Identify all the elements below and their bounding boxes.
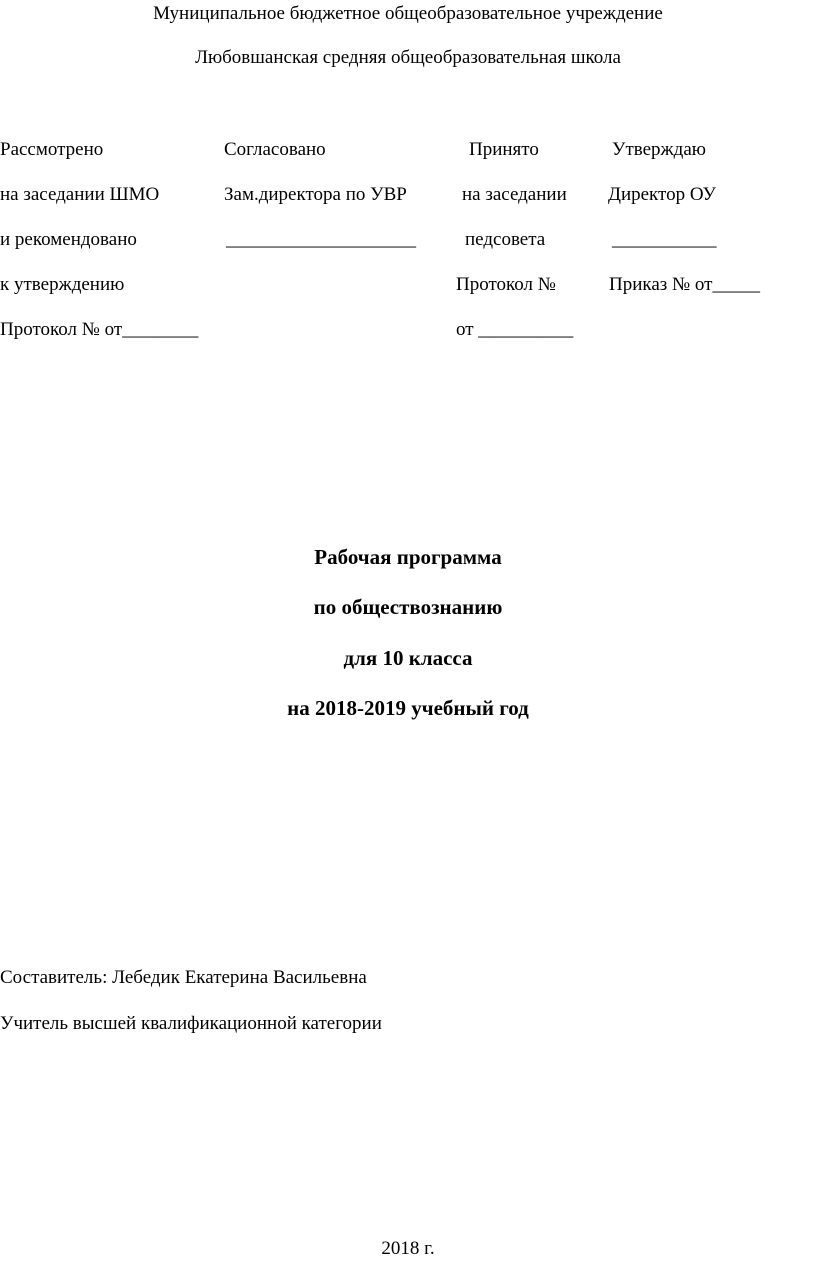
program-title: Рабочая программа bbox=[314, 545, 502, 569]
program-year: на 2018-2019 учебный год bbox=[287, 696, 529, 720]
approve-label: Утверждаю bbox=[612, 139, 706, 160]
reviewed-label: Рассмотрено bbox=[0, 139, 104, 160]
approve-signature-line: ___________ bbox=[612, 229, 717, 250]
reviewed-at-meeting: на заседании ШМО bbox=[0, 184, 160, 205]
reviewed-protocol: Протокол № от________ bbox=[0, 319, 199, 340]
school-type-line: Муниципальное бюджетное общеобразовательное учреждение bbox=[153, 3, 663, 24]
accepted-council: педсовета bbox=[465, 229, 546, 250]
agreed-signature-line: ____________________ bbox=[226, 229, 416, 250]
agreed-label: Согласовано bbox=[224, 139, 326, 160]
accepted-label: Принято bbox=[469, 139, 539, 160]
document-year: 2018 г. bbox=[381, 1238, 435, 1259]
approve-director: Директор ОУ bbox=[608, 184, 716, 205]
accepted-protocol: Протокол № bbox=[456, 274, 556, 295]
approve-order: Приказ № от_____ bbox=[609, 274, 760, 295]
author-qualification: Учитель высшей квалификационной категории bbox=[0, 1013, 382, 1034]
program-grade: для 10 класса bbox=[343, 646, 473, 670]
agreed-deputy: Зам.директора по УВР bbox=[224, 184, 407, 205]
reviewed-recommended: и рекомендовано bbox=[0, 229, 137, 250]
school-name-line: Любовшанская средняя общеобразовательная школа bbox=[195, 47, 621, 68]
accepted-date: от __________ bbox=[456, 319, 574, 340]
author-name: Составитель: Лебедик Екатерина Васильевна bbox=[0, 967, 367, 988]
program-subject: по обществознанию bbox=[313, 595, 503, 619]
accepted-at-meeting: на заседании bbox=[462, 184, 567, 205]
reviewed-for-approval: к утверждению bbox=[0, 274, 125, 295]
